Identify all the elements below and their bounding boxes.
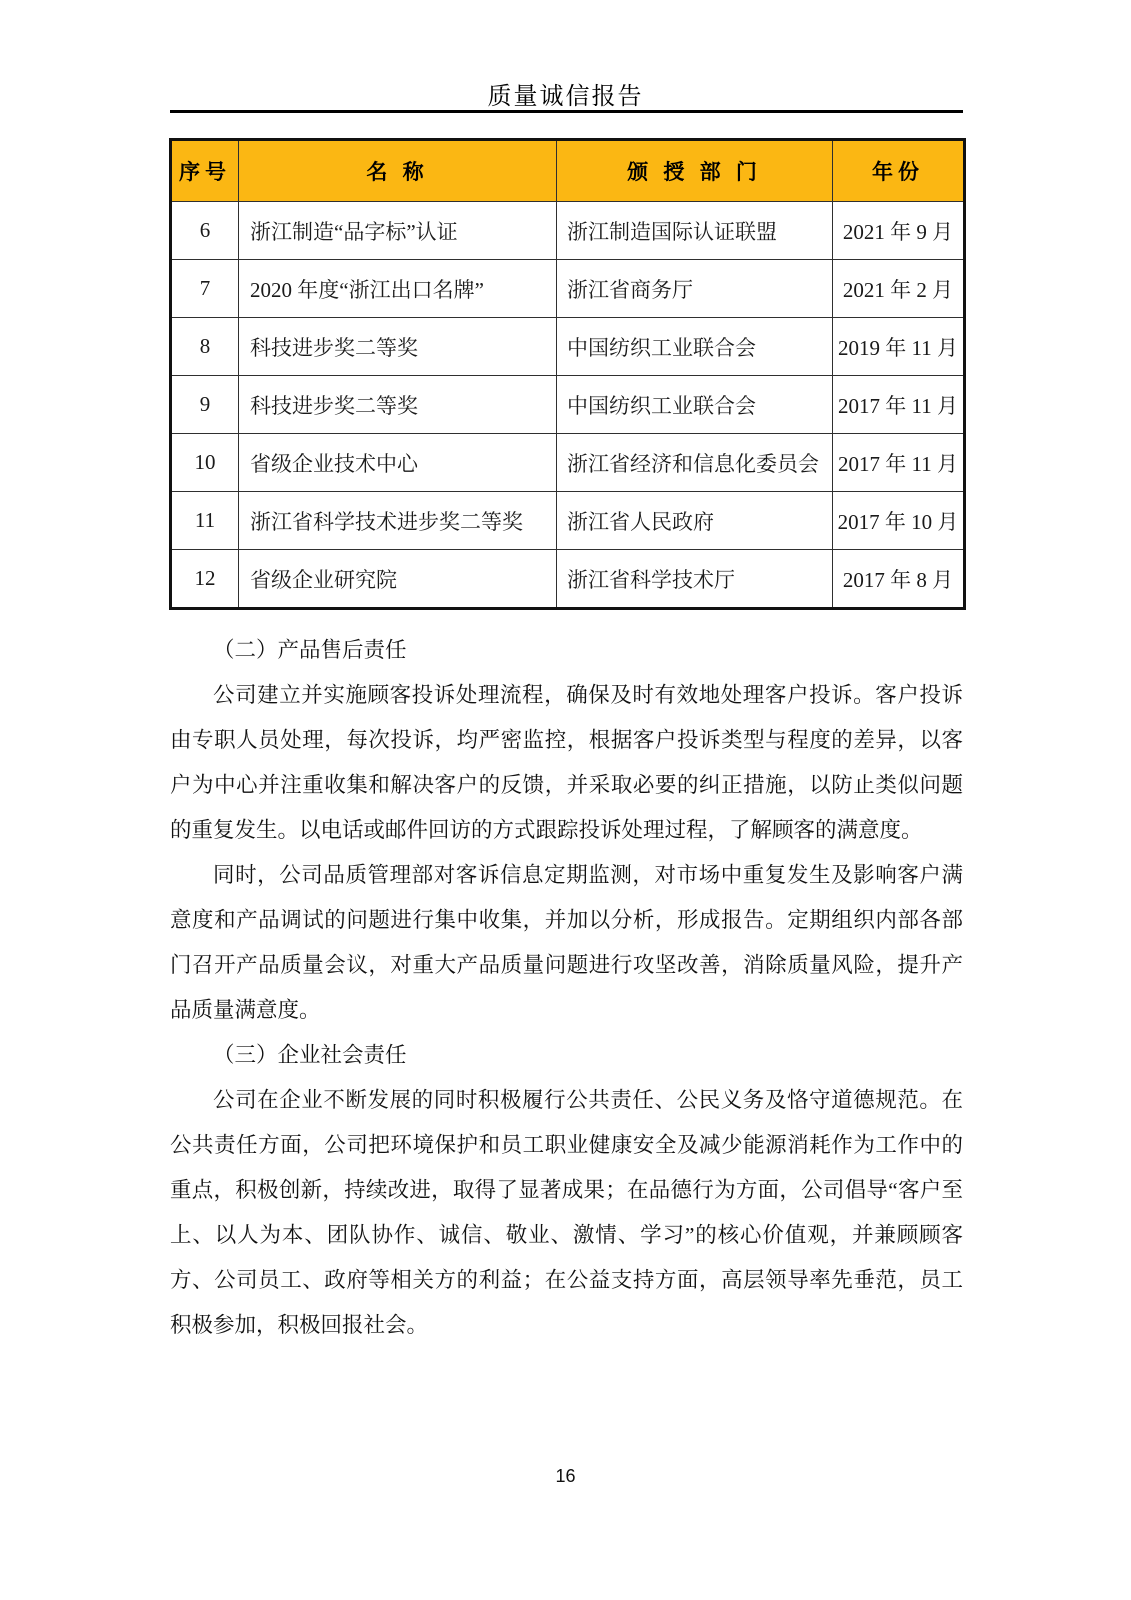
cell-date: 2017 年 11 月 [833, 434, 965, 492]
cell-no: 9 [171, 376, 239, 434]
cell-no: 10 [171, 434, 239, 492]
paragraph: 公司建立并实施顾客投诉处理流程，确保及时有效地处理客户投诉。客户投诉由专职人员处理，每次投诉，均严密监控，根据客户投诉类型与程度的差异，以客户为中心并注重收集和解决客户的反馈，并采取必要的纠正措施，以防止类似问题的重复发生。以电话或邮件回访的方式跟踪投诉处理过程，了解顾客的满意度。 [170, 683, 963, 842]
header-rule [170, 110, 963, 113]
table-header-row [171, 140, 965, 202]
table-row [171, 202, 965, 260]
cell-name: 浙江省科学技术进步奖二等奖 [239, 492, 557, 550]
table-row [171, 260, 965, 318]
cell-dept: 中国纺织工业联合会 [557, 376, 833, 434]
table-row [171, 492, 965, 550]
column-header-no: 序号 [171, 140, 239, 202]
cell-name: 科技进步奖二等奖 [239, 318, 557, 376]
cell-no: 7 [171, 260, 239, 318]
cell-date: 2017 年 8 月 [833, 550, 965, 609]
awards-table [169, 138, 966, 610]
cell-name: 浙江制造“品字标”认证 [239, 202, 557, 260]
cell-name: 省级企业研究院 [239, 550, 557, 609]
document-body [170, 628, 963, 1348]
cell-dept: 浙江省经济和信息化委员会 [557, 434, 833, 492]
cell-dept: 浙江省科学技术厅 [557, 550, 833, 609]
cell-date: 2019 年 11 月 [833, 318, 965, 376]
cell-date: 2017 年 11 月 [833, 376, 965, 434]
cell-name: 科技进步奖二等奖 [239, 376, 557, 434]
table-row [171, 550, 965, 609]
cell-date: 2021 年 2 月 [833, 260, 965, 318]
section-heading-after-sales: （二）产品售后责任 [213, 638, 407, 662]
cell-name: 省级企业技术中心 [239, 434, 557, 492]
page-title: 质量诚信报告 [487, 84, 644, 110]
section-heading-social-responsibility: （三）企业社会责任 [213, 1043, 407, 1067]
cell-dept: 浙江省人民政府 [557, 492, 833, 550]
column-header-name: 名 称 [239, 140, 557, 202]
column-header-dept: 颁 授 部 门 [557, 140, 833, 202]
cell-dept: 浙江制造国际认证联盟 [557, 202, 833, 260]
cell-date: 2021 年 9 月 [833, 202, 965, 260]
page-number: 16 [555, 1466, 576, 1486]
cell-no: 8 [171, 318, 239, 376]
table-row [171, 434, 965, 492]
cell-no: 6 [171, 202, 239, 260]
cell-date: 2017 年 10 月 [833, 492, 965, 550]
paragraph: 公司在企业不断发展的同时积极履行公共责任、公民义务及恪守道德规范。在公共责任方面，公司把环境保护和员工职业健康安全及减少能源消耗作为工作中的重点，积极创新，持续改进，取得了显著成果；在品德行为方面，公司倡导“客户至上、以人为本、团队协作、诚信、敬业、激情、学习”的核心价值观，并兼顾顾客方、公司员工、政府等相关方的利益；在公益支持方面，高层领导率先垂范，员工积极参加，积极回报社会。 [170, 1088, 963, 1337]
cell-name: 2020 年度“浙江出口名牌” [239, 260, 557, 318]
column-header-date: 年份 [833, 140, 965, 202]
cell-no: 11 [171, 492, 239, 550]
cell-dept: 浙江省商务厅 [557, 260, 833, 318]
table-row [171, 318, 965, 376]
cell-dept: 中国纺织工业联合会 [557, 318, 833, 376]
table-row [171, 376, 965, 434]
cell-no: 12 [171, 550, 239, 609]
paragraph: 同时，公司品质管理部对客诉信息定期监测，对市场中重复发生及影响客户满意度和产品调试的问题进行集中收集，并加以分析，形成报告。定期组织内部各部门召开产品质量会议，对重大产品质量问题进行攻坚改善，消除质量风险，提升产品质量满意度。 [170, 863, 963, 1022]
